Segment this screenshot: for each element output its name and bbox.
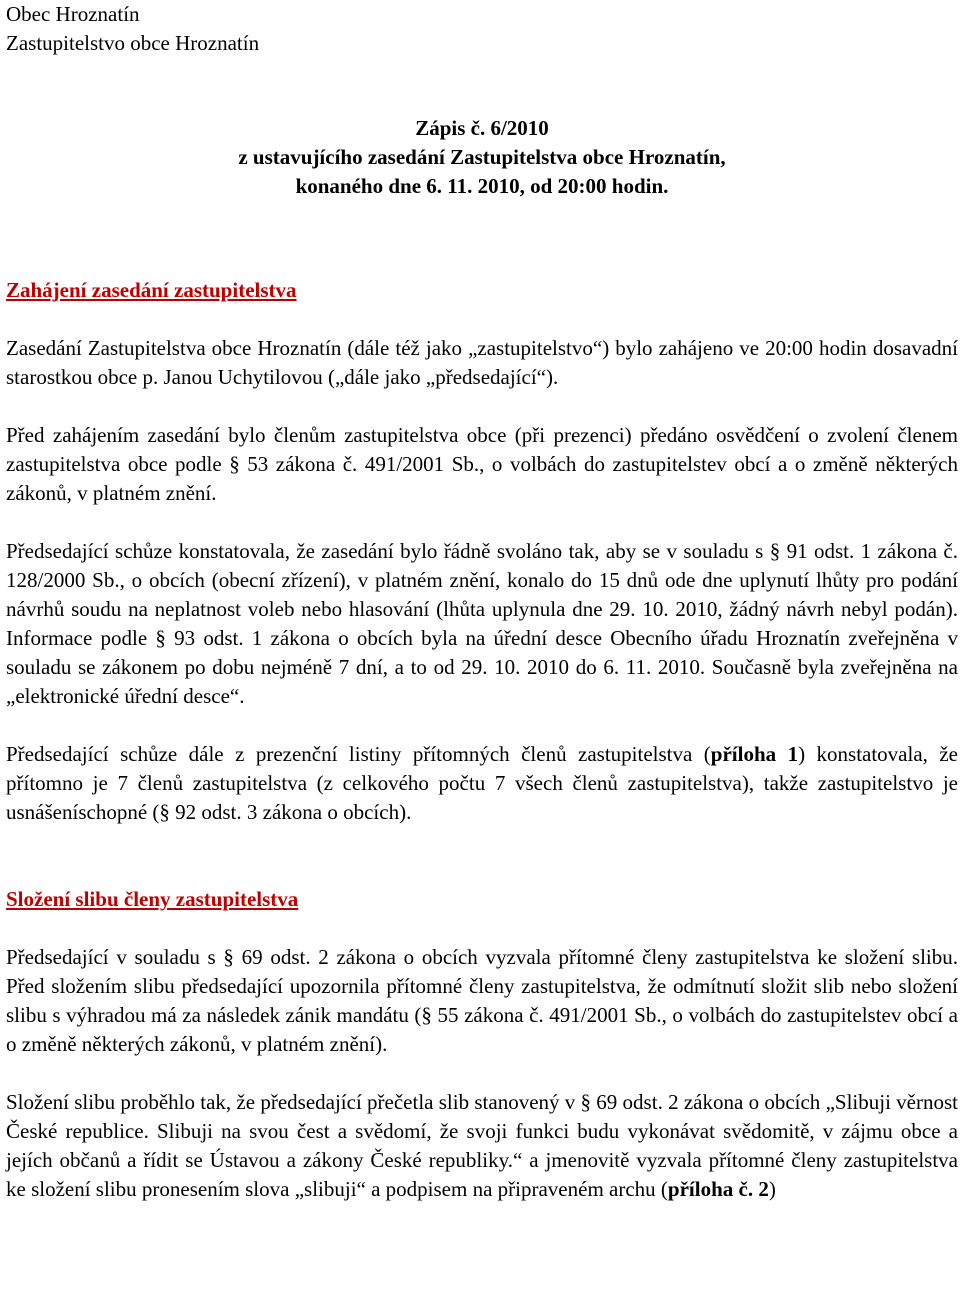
section-heading-opening: Zahájení zasedání zastupitelstva bbox=[6, 278, 297, 302]
paragraph-quorum bbox=[6, 740, 958, 827]
paragraph-opening: Zasedání Zastupitelstva obce Hroznatín (dále též jako „zastupitelstvo“) bylo zahájeno ve 20:00 hodin dosavadní starostkou obce p. Janou Uchytilovou („dále jako „předsedající“). bbox=[6, 336, 958, 389]
oath-text-a: Složení slibu proběhlo tak, že předsedající přečetla slib stanovený v § 69 odst. 2 zákona o obcích „Slibuji věrnost České republice. Slibuji na svou čest a svědomí, že svoji funkci budu vykonávat svědomitě, v zájmu obce a jejích občanů a řídit se Ústavou a zákony České republiky.“ a jmenovitě vyzvala přítomné členy zastupitelstva ke složení slibu pronesením slova „slibuji“ a podpisem na připraveném archu ( bbox=[6, 1090, 958, 1201]
oath-text-c: ) bbox=[768, 1177, 776, 1201]
attachment-2-ref: příloha č. 2 bbox=[667, 1177, 769, 1201]
title-line-3: konaného dne 6. 11. 2010, od 20:00 hodin. bbox=[295, 174, 669, 198]
attachment-1-ref: příloha 1 bbox=[710, 742, 799, 766]
quorum-text-a: Předsedající schůze dále z prezenční listiny přítomných členů zastupitelstva ( bbox=[6, 742, 711, 766]
quorum-text-c: ) konstatovala, že přítomno je 7 členů zastupitelstva (z celkového počtu 7 všech členů zastupitelstva), takže zastupitelstvo je usnášeníschopné (§ 92 odst. 3 zákona o obcích). bbox=[6, 742, 958, 824]
header-council: Zastupitelstvo obce Hroznatín bbox=[6, 31, 260, 55]
title-line-1: Zápis č. 6/2010 bbox=[415, 116, 549, 140]
document-title bbox=[6, 114, 958, 201]
title-line-2: z ustavujícího zasedání Zastupitelstva obce Hroznatín, bbox=[238, 145, 726, 169]
paragraph-oath-procedure bbox=[6, 1088, 958, 1204]
document-page bbox=[6, 0, 958, 1204]
paragraph-certificates: Před zahájením zasedání bylo členům zastupitelstva obce (při prezenci) předáno osvědčení o zvolení členem zastupitelstva obce podle § 53 zákona č. 491/2001 Sb., o volbách do zastupitelstev obcí a o změně některých zákonů, v platném znění. bbox=[6, 423, 958, 505]
paragraph-convening: Předsedající schůze konstatovala, že zasedání bylo řádně svoláno tak, aby se v souladu s § 91 odst. 1 zákona č. 128/2000 Sb., o obcích (obecní zřízení), v platném znění, konalo do 15 dnů ode dne uplynutí lhůty pro podání návrhů soudu na neplatnost voleb nebo hlasování (lhůta uplynula dne 29. 10. 2010, žádný návrh nebyl podán). Informace podle § 93 odst. 1 zákona o obcích byla na úřední desce Obecního úřadu Hroznatín zveřejněna v souladu se zákonem po dobu nejméně 7 dní, a to od 29. 10. 2010 do 6. 11. 2010. Současně byla zveřejněna na „elektronické úřední desce“. bbox=[6, 539, 958, 708]
section-heading-oath: Složení slibu členy zastupitelstva bbox=[6, 887, 299, 911]
paragraph-oath-call: Předsedající v souladu s § 69 odst. 2 zákona o obcích vyzvala přítomné členy zastupitelstva ke složení slibu. Před složením slibu předsedající upozornila přítomné členy zastupitelstva, že odmítnutí složit slib nebo složení slibu s výhradou má za následek zánik mandátu (§ 55 zákona č. 491/2001 Sb., o volbách do zastupitelstev obcí a o změně některých zákonů, v platném znění). bbox=[6, 945, 958, 1056]
header-municipality: Obec Hroznatín bbox=[6, 2, 140, 26]
